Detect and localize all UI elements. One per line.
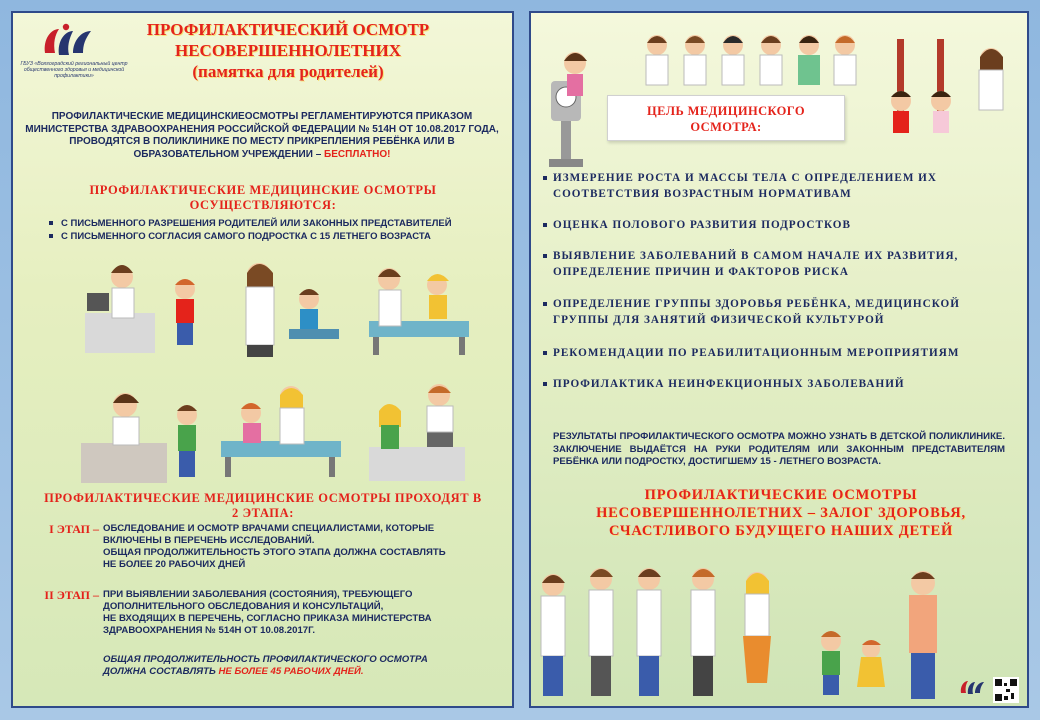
bullet-icon [543,351,547,355]
slogan [571,486,991,540]
goal-title-box [607,95,845,141]
text-line: ПРИ ВЫЯВЛЕНИИ ЗАБОЛЕВАНИЯ (СОСТОЯНИЯ), ТРЕБУЮЩЕГО [103,589,413,600]
left-panel [11,11,514,708]
title-line: НЕСОВЕРШЕННОЛЕТНИХ [174,41,402,60]
title-line: ПРОФИЛАКТИЧЕСКИЙ ОСМОТР [146,20,430,39]
goal-item [553,376,1003,392]
conducted-heading [33,183,493,213]
text-line: ОБЩАЯ ПРОДОЛЖИТЕЛЬНОСТЬ ЭТОГО ЭТАПА ДОЛЖНА СОСТАВЛЯТЬ [103,547,446,558]
bullet-icon [543,176,547,180]
total-duration-note [103,654,503,678]
text-line: ВКЛЮЧЕНЫ В ПЕРЕЧЕНЬ ИССЛЕДОВАНИЙ. [103,535,315,546]
doctor-scene-illustration [219,251,359,361]
stage-1-label: I ЭТАП – [49,522,99,536]
goal-title-line: ОСМОТРА: [690,120,762,134]
bullet-icon [543,223,547,227]
intro-body: ПРОФИЛАКТИЧЕСКИЕ МЕДИЦИНСКИЕОСМОТРЫ РЕГЛАМЕНТИРУЮТСЯ ПРИКАЗОМ МИНИСТЕРСТВА ЗДРАВООХРАНЕНИЯ РОССИЙСКОЙ ФЕДЕРАЦИИ № 514Н ОТ 10.08.2017 ГОДА, ПРОВОДЯТСЯ В ПОЛИКЛИНИКЕ ПО МЕСТУ ПРИКРЕПЛЕНИЯ РЕБЁНКА ИЛИ В ОБРАЗОВАТЕЛЬНОМ УЧРЕЖДЕНИИ – [25,111,499,160]
heading-line: 2 ЭТАПА: [232,506,294,520]
title-subtitle: (памятка для родителей) [192,62,384,81]
goal-line: ВЫЯВЛЕНИЕ ЗАБОЛЕВАНИЙ В САМОМ НАЧАЛЕ ИХ РАЗВИТИЯ, [553,250,959,262]
goal-item [553,248,1003,280]
goal-line: ОПРЕДЕЛЕНИЕ ГРУППЫ ЗДОРОВЬЯ РЕБЁНКА, МЕДИЦИНСКОЙ [553,298,960,310]
goal-item [553,170,1003,202]
goal-line: ПРОФИЛАКТИКА НЕИНФЕКЦИОННЫХ ЗАБОЛЕВАНИЙ [553,378,905,390]
intro-text [23,111,501,161]
organization-name: ГБУЗ «Волгоградский региональный центр общественного здоровья и медицинской профилактики» [20,61,128,79]
text-line: ДОЛЖНА СОСТАВЛЯТЬ [103,666,219,677]
text-line: ОБЩАЯ ПРОДОЛЖИТЕЛЬНОСТЬ ПРОФИЛАКТИЧЕСКОГО ОСМОТРА [103,654,428,665]
stage-2-label: II ЭТАП – [44,588,99,602]
doctor-scene-illustration [359,375,499,485]
organization-logo [961,681,984,694]
goal-item [553,345,1003,361]
goal-title-line: ЦЕЛЬ МЕДИЦИНСКОГО [647,104,805,118]
heading-line: ПРОФИЛАКТИЧЕСКИЕ МЕДИЦИНСКИЕ ОСМОТРЫ [89,183,437,197]
slogan-line: ПРОФИЛАКТИЧЕСКИЕ ОСМОТРЫ [644,487,918,503]
organization-logo [33,23,105,63]
goal-line: ОПРЕДЕЛЕНИЕ ПРИЧИН И ФАКТОРОВ РИСКА [553,266,849,278]
bullet-icon [543,254,547,258]
stages-heading [23,491,503,521]
duration-highlight: НЕ БОЛЕЕ 45 РАБОЧИХ ДНЕЙ. [218,666,364,677]
goal-item [553,217,1003,233]
goal-line: РЕКОМЕНДАЦИИ ПО РЕАБИЛИТАЦИОННЫМ МЕРОПРИЯТИЯМ [553,347,960,359]
stage-2-description [103,589,493,637]
text-line: НЕ ВХОДЯЩИХ В ПЕРЕЧЕНЬ, СОГЛАСНО ПРИКАЗА МИНИСТЕРСТВА [103,613,432,624]
text-line: ОБСЛЕДОВАНИЕ И ОСМОТР ВРАЧАМИ СПЕЦИАЛИСТАМИ, КОТОРЫЕ [103,523,435,534]
goal-line: ГРУППЫ ДЛЯ ЗАНЯТИЙ ФИЗИЧЕСКОЙ КУЛЬТУРОЙ [553,314,885,326]
bullet-icon [543,382,547,386]
stage-1 [13,523,503,583]
slogan-line: СЧАСТЛИВОГО БУДУЩЕГО НАШИХ ДЕТЕЙ [608,523,954,539]
doctor-scene-illustration [217,379,357,489]
goal-item [553,296,1003,328]
doctor-scene-illustration [359,251,499,361]
doctor-scene-illustration [77,253,217,363]
conducted-list [49,217,509,243]
bullet-icon [543,302,547,306]
doctor-scene-illustration [75,375,215,485]
right-panel [529,11,1029,708]
text-line: НЕ БОЛЕЕ 20 РАБОЧИХ ДНЕЙ [103,559,246,570]
stage-2 [13,589,503,649]
list-item: С ПИСЬМЕННОГО РАЗРЕШЕНИЯ РОДИТЕЛЕЙ ИЛИ ЗАКОННЫХ ПРЕДСТАВИТЕЛЕЙ [49,217,509,230]
intro-free-highlight: БЕСПЛАТНО! [324,148,391,160]
stage-1-description [103,523,493,571]
goal-line: ИЗМЕРЕНИЕ РОСТА И МАССЫ ТЕЛА С ОПРЕДЕЛЕНИЕМ ИХ [553,172,937,184]
heading-line: ОСУЩЕСТВЛЯЮТСЯ: [189,198,337,212]
text-line: ДОПОЛНИТЕЛЬНОГО ОБСЛЕДОВАНИЯ И КОНСУЛЬТАЦИЙ, [103,601,384,612]
doctors-and-family-illustration [531,553,1027,708]
page-title [123,19,453,82]
slogan-line: НЕСОВЕРШЕННОЛЕТНИХ – ЗАЛОГ ЗДОРОВЬЯ, [596,505,966,521]
text-line: ЗДРАВООХРАНЕНИЯ № 514Н ОТ 10.08.2017Г. [103,625,316,636]
list-item: С ПИСЬМЕННОГО СОГЛАСИЯ САМОГО ПОДРОСТКА С 15 ЛЕТНЕГО ВОЗРАСТА [49,230,509,243]
goal-line: СООТВЕТСТВИЯ ВОЗРАСТНЫМ НОРМАТИВАМ [553,188,852,200]
goal-line: ОЦЕНКА ПОЛОВОГО РАЗВИТИЯ ПОДРОСТКОВ [553,219,851,231]
results-text: РЕЗУЛЬТАТЫ ПРОФИЛАКТИЧЕСКОГО ОСМОТРА МОЖНО УЗНАТЬ В ДЕТСКОЙ ПОЛИКЛИНИКЕ. ЗАКЛЮЧЕНИЕ ВЫДАЁТСЯ НА РУКИ РОДИТЕЛЯМ ИЛИ ЗАКОННЫМ ПРЕДСТАВИТЕЛЯМ РЕБЁНКА ИЛИ ПОДРОСТКУ, ДОСТИГШЕМУ 15 - ЛЕТНЕГО ВОЗРАСТА. [553,431,1005,467]
heading-line: ПРОФИЛАКТИЧЕСКИЕ МЕДИЦИНСКИЕ ОСМОТРЫ ПРОХОДЯТ В [44,491,482,505]
qr-code-icon [993,677,1019,703]
